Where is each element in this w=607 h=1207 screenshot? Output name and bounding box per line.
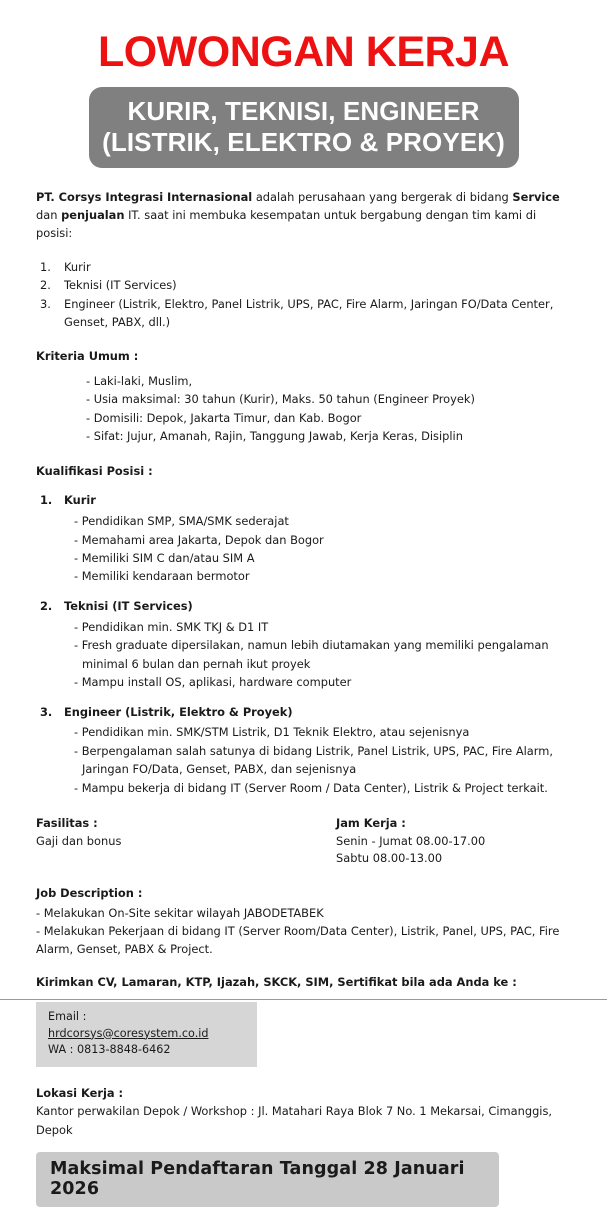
position-banner (89, 87, 519, 168)
job-description-heading: Job Description : (36, 886, 143, 901)
qualification-items (36, 723, 571, 797)
job-description-item: - Melakukan On-Site sekitar wilayah JABODETABEK (36, 906, 324, 921)
position-label: Teknisi (IT Services) (64, 278, 177, 293)
list-item: - Laki-laki, Muslim, (86, 373, 193, 388)
kriteria-umum-list (36, 372, 571, 446)
company-name: PT. Corsys Integrasi Internasional (36, 190, 253, 205)
contact-email-row (48, 1009, 247, 1043)
list-item: - Sifat: Jujur, Amanah, Rajin, Tanggung Jawab, Kerja Keras, Disiplin (86, 429, 463, 444)
list-item (36, 296, 571, 331)
qualification-label: Engineer (Listrik, Elektro & Proyek) (64, 704, 293, 719)
qualification-title (36, 704, 571, 722)
position-number: 3. (40, 296, 51, 311)
email-label: Email : (48, 1009, 87, 1023)
qualification-number: 2. (40, 598, 53, 613)
list-item: - Mampu bekerja di bidang IT (Server Room / Data Center), Listrik & Project terkait. (74, 780, 548, 795)
list-item: - Pendidikan min. SMK/STM Listrik, D1 Teknik Elektro, atau sejenisnya (74, 725, 470, 740)
deadline-banner: Maksimal Pendaftaran Tanggal 28 Januari 2026 (36, 1152, 499, 1207)
qualification-title (36, 492, 571, 510)
intro-text-3: IT. saat ini membuka kesempatan untuk bergabung dengan tim kami di posisi: (36, 208, 537, 240)
qualification-group-kurir (36, 492, 571, 586)
contact-whatsapp[interactable]: WA : 0813-8848-6462 (48, 1043, 171, 1057)
position-label: Kurir (64, 259, 91, 274)
banner-line-2: (LISTRIK, ELEKTRO & PROYEK) (102, 126, 505, 157)
positions-list (36, 259, 571, 332)
intro-bold-service: Service (512, 190, 560, 205)
submission-instruction: Kirimkan CV, Lamaran, KTP, Ijazah, SKCK, SIM, Sertifikat bila ada Anda ke : (36, 975, 517, 990)
qualification-number: 3. (40, 704, 53, 719)
jam-kerja-heading: Jam Kerja : (336, 816, 406, 831)
qualification-title (36, 598, 571, 616)
intro-bold-penjualan: penjualan (61, 208, 125, 223)
qualification-items (36, 512, 571, 586)
list-item: - Mampu install OS, aplikasi, hardware computer (74, 675, 352, 690)
jam-kerja-column (336, 815, 571, 868)
contact-box (36, 1002, 257, 1067)
page-headline: LOWONGAN KERJA (97, 28, 510, 76)
kualifikasi-posisi-heading: Kualifikasi Posisi : (36, 463, 153, 478)
fasilitas-column (36, 815, 336, 868)
qualification-group-teknisi (36, 598, 571, 692)
qualification-group-engineer (36, 704, 571, 798)
kriteria-umum-heading: Kriteria Umum : (36, 349, 139, 364)
list-item: - Usia maksimal: 30 tahun (Kurir), Maks. 50 tahun (Engineer Proyek) (86, 392, 475, 407)
lokasi-kerja-value: Kantor perwakilan Depok / Workshop : Jl. Matahari Raya Blok 7 No. 1 Mekarsai, Cimanggis, Depok (36, 1104, 553, 1137)
position-number: 1. (40, 259, 51, 274)
banner-line-1: KURIR, TEKNISI, ENGINEER (127, 96, 480, 127)
list-item (36, 259, 571, 277)
fasilitas-jamkerja-row (36, 815, 571, 868)
qualification-items (36, 618, 571, 692)
list-item: - Pendidikan SMP, SMA/SMK sederajat (74, 514, 289, 529)
list-item: - Memiliki SIM C dan/atau SIM A (74, 551, 255, 566)
list-item: - Domisili: Depok, Jakarta Timur, dan Kab. Bogor (86, 410, 362, 425)
lokasi-kerja-heading: Lokasi Kerja : (36, 1086, 124, 1101)
position-number: 2. (40, 278, 51, 293)
qualification-number: 1. (40, 493, 53, 508)
qualification-label: Kurir (64, 493, 96, 508)
jam-kerja-line-2: Sabtu 08.00-13.00 (336, 851, 443, 866)
lokasi-kerja-section (36, 1084, 571, 1139)
job-description-item: - Melakukan Pekerjaan di bidang IT (Server Room/Data Center), Listrik, Panel, UPS, PAC, Fire Alarm, Genset, PABX & Project. (36, 924, 560, 957)
list-item (36, 277, 571, 295)
list-item: - Fresh graduate dipersilakan, namun lebih diutamakan yang memiliki pengalaman minimal 6 bulan dan pernah ikut proyek (74, 638, 549, 671)
jam-kerja-line-1: Senin - Jumat 08.00-17.00 (336, 833, 486, 848)
list-item: - Berpengalaman salah satunya di bidang Listrik, Panel Listrik, UPS, PAC, Fire Alarm, Jaringan FO/Data, Genset, PABX, dan sejenisnya (74, 743, 553, 777)
intro-text-2: dan (36, 208, 62, 223)
fasilitas-heading: Fasilitas : (36, 816, 98, 831)
list-item: - Memahami area Jakarta, Depok dan Bogor (74, 532, 324, 547)
position-label: Engineer (Listrik, Elektro, Panel Listrik, UPS, PAC, Fire Alarm, Jaringan FO/Data Center, Genset, PABX, dll.) (64, 296, 554, 329)
fasilitas-value: Gaji dan bonus (36, 833, 122, 848)
email-address-link[interactable]: hrdcorsys@coresystem.co.id (48, 1026, 209, 1040)
list-item: - Pendidikan min. SMK TKJ & D1 IT (74, 619, 269, 634)
qualification-label: Teknisi (IT Services) (64, 598, 193, 613)
intro-text-1: adalah perusahaan yang bergerak di bidang (252, 190, 513, 205)
list-item: - Memiliki kendaraan bermotor (74, 569, 250, 584)
intro-paragraph (36, 189, 571, 242)
job-description-section (36, 884, 571, 958)
